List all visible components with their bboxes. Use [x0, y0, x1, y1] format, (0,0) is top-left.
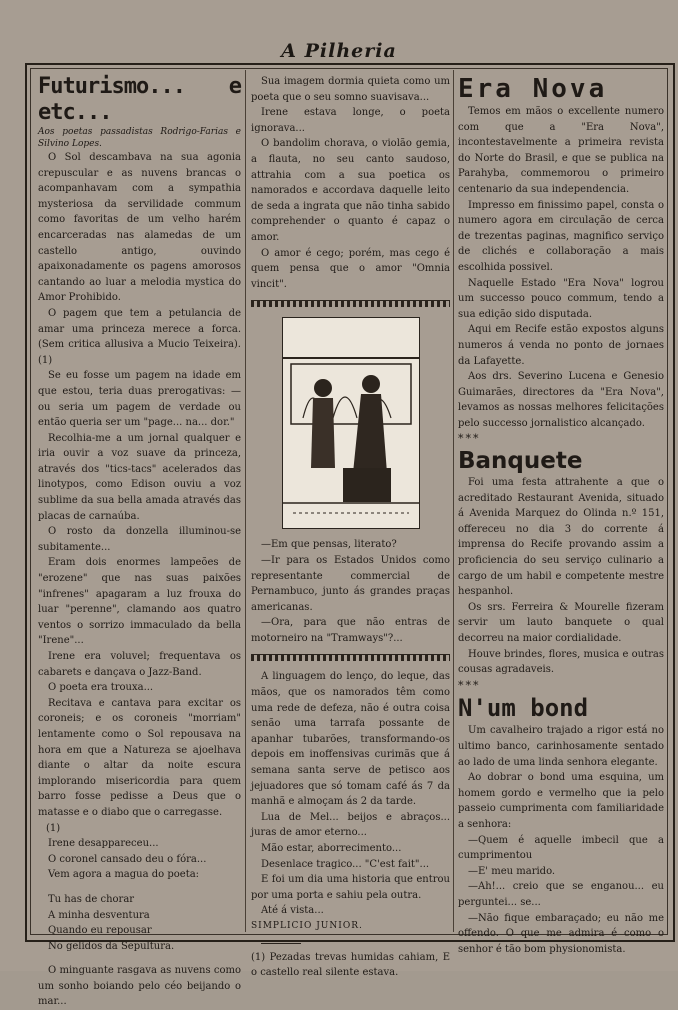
verse-line: A minha desventura: [48, 909, 150, 921]
paragraph: Se eu fosse um pagem na idade em que estou, teria duas prerogativas: — ou seria um pagem de verdade ou então queria ser um "page... na... dor.": [38, 370, 241, 429]
paragraph: Impresso em finissimo papel, consta o numero agora em circulação de cerca de trezentas paginas, magnifico serviço de clichés e collaboração a mais escolhida possivel.: [458, 199, 664, 273]
footnote-rule: [261, 943, 301, 944]
paragraph: Irene era voluvel; frequentava os cabarets e dançava o Jazz-Band.: [38, 651, 241, 678]
paragraph: Eram dois enormes lampeões de "erozene" que nas suas paixões "infrenes" apagaram a luz frouxa do luar "perenne", clamando aos quatro ventos o sorrizo immaculado da bella "Irene"...: [38, 557, 241, 647]
paragraph: A linguagem do lenço, do leque, das mãos, que os namorados têm como uma rede de defeza, não é outra coisa senão uma tarrafa possante de apanhar tubarões, transformando-os depois em inoffensivas curimãs que á semana santa serve de petisco aos jejuadores que só tomam café ás 7 da manhã e almoçam ás 2 da tarde.: [251, 671, 450, 808]
paragraph: Houve brindes, flores, musica e outras cousas agradaveis.: [458, 648, 664, 676]
column-middle: [251, 74, 450, 981]
paragraph: Aos drs. Severino Lucena e Genesio Guimarães, directores da "Era Nova", levamos as nossas melhores felicitações pelo successo jornalistico alcançado.: [458, 371, 664, 429]
article-title-era-nova: Era Nova: [458, 74, 608, 104]
paragraph: Irene desappareceu...: [48, 838, 159, 850]
paragraph: O minguante rasgava as nuvens como um sonho boiando pelo céo beijando o mar...: [38, 965, 241, 1008]
cartoon-caption: —Ir para os Estados Unidos como representante commercial de Pernambuco, junto ás grandes praças americanas.: [251, 554, 450, 613]
paragraph: Temos em mãos o excellente numero com que a "Era Nova", incontestavelmente a primeira revista do Norte do Brasil, e que se publica na Parahyba, commemorou o primeiro centenario da sua independencia.: [458, 106, 664, 195]
dedication: Aos poetas passadistas Rodrigo-Farias e Silvino Lopes.: [38, 127, 241, 149]
verse-line: No gelidos da Sepultura.: [48, 940, 175, 952]
paragraph: O coronel cansado deu o fóra...: [48, 853, 207, 865]
paragraph: Sua imagem dormia quieta como um poeta que o seu somno suavisava...: [251, 76, 450, 103]
column-divider-right: [453, 70, 454, 932]
footnote-marker: (1): [46, 822, 61, 834]
column-futurismo: [38, 74, 241, 1010]
running-title: A Pilheria: [281, 40, 397, 62]
paragraph: O bandolim chorava, o violão gemia, a flauta, no seu canto saudoso, attrahia com a sua poetica os namorados e accordava daquelle leito de seda a ingrata que não tinha sabido comprehender o quanto é capaz o amor.: [251, 138, 450, 243]
article-title-futurismo: Futurismo... e etc...: [38, 74, 241, 125]
paragraph: O pagem que tem a petulancia de amar uma princeza merece a forca. (Sem critica allusiva a Mucio Teixeira). (1): [38, 307, 241, 366]
paragraph: Foi uma festa attrahente a que o acreditado Restaurant Avenida, situado á Avenida Marquez do Olinda n.º 151, offereceu no dia 3 do corrente á imprensa do Recife provando assim a proficiencia do seu serviço culinario a cargo de um habil e competente mestre hespanhol.: [458, 477, 664, 598]
dialogue-line: —Quem é aquelle imbecil que a cumprimentou: [458, 834, 664, 862]
verse-line: Tu has de chorar: [48, 893, 135, 905]
cartoon-drawing: [283, 318, 419, 528]
paragraph: Os srs. Ferreira & Mourelle fizeram servir um lauto banquete o qual decorreu na maior cordialidade.: [458, 601, 664, 644]
article-title-num-bond: N'um bond: [458, 694, 589, 723]
paragraph: O amor é cego; porém, mas cego é quem pensa que o amor "Omnia vincit".: [251, 247, 450, 290]
column-right: [458, 74, 664, 957]
author-signature: SIMPLICIO JUNIOR.: [251, 920, 363, 931]
dialogue-line: —Ah!... creio que se enganou... eu perguntei... se...: [458, 881, 664, 908]
paragraph: Lua de Mel... beijos e abraços... juras de amor eterno...: [251, 811, 450, 839]
dialogue-line: —Não fique embaraçado; eu não me offendo. O que me admira é como o senhor é tão bom physionomista.: [458, 912, 664, 955]
footnote: (1) Pezadas trevas humidas cahiam, E o castello real silente estava.: [251, 951, 450, 979]
paragraph: O poeta era trouxa...: [48, 682, 154, 694]
paragraph: O Sol descambava na sua agonia crepuscular e as nuvens brancas o acompanhavam com a sympathia mysteriosa da servilidade commum como favoritas de um velho harém encarceradas nas alamedas de um castello antigo, ouvindo apaixonadamente os pagens amorosos cantando ao luar a melodia mystica do Amor Prohibido.: [38, 152, 241, 304]
ornamental-rule: [251, 654, 450, 661]
paragraph: Aqui em Recife estão expostos alguns numeros á venda no ponto de jornaes da Lafayette.: [458, 324, 664, 367]
paragraph: Ao dobrar o bond uma esquina, um homem gordo e vermelho que ia pelo passeio cumprimenta com familiaridade a senhora:: [458, 772, 664, 830]
paragraph: O rosto da donzella illuminou-se subitamente...: [38, 526, 241, 553]
section-separator: ***: [458, 432, 481, 446]
paragraph: Vem agora a magua do poeta:: [48, 869, 200, 881]
paragraph: Até á vista...: [261, 905, 324, 917]
section-separator: ***: [458, 678, 481, 692]
paragraph: Mão estar, aborrecimento...: [261, 843, 402, 854]
paragraph: E foi um dia uma historia que entrou por uma porta e sahiu pela outra.: [251, 874, 450, 901]
article-title-banquete: Banquete: [458, 448, 583, 475]
cartoon-illustration: [282, 317, 420, 529]
paragraph: Desenlace tragico... "C'est fait"...: [261, 858, 430, 870]
verse-line: Quando eu repousar: [48, 925, 152, 937]
paragraph: Recitava e cantava para excitar os coroneis; e os coroneis "morriam" lentamente como o Sol repousava na hora em que a Natureza se ajoelhava diante o altar da noite escura implorando misericordia para quem barro fosse pedisse a Deus que o matasse e o diabo que o carregasse.: [38, 697, 241, 818]
column-divider-left: [245, 70, 246, 932]
cartoon-caption: —Em que pensas, literato?: [261, 539, 397, 551]
ornamental-rule: [251, 300, 450, 307]
paragraph: Naquelle Estado "Era Nova" logrou um successo pouco commum, tendo a sua edição sido disputada.: [458, 277, 664, 320]
dialogue-line: —E' meu marido.: [468, 865, 556, 877]
paragraph: Um cavalheiro trajado a rigor está no ultimo banco, carinhosamente sentado ao lado de uma linda senhora elegante.: [458, 725, 664, 768]
cartoon-caption: —Ora, para que não entras de motorneiro na "Tramways"?...: [251, 617, 450, 644]
paragraph: Irene estava longe, o poeta ignorava...: [251, 107, 450, 134]
paragraph: Recolhia-me a um jornal qualquer e iria ouvir a voz suave da princeza, através dos "tics-tacs" acelerados das linotypos, como Edison ouviu a voz sublime da sua bella amada através das placas de carnaúba.: [38, 432, 241, 522]
